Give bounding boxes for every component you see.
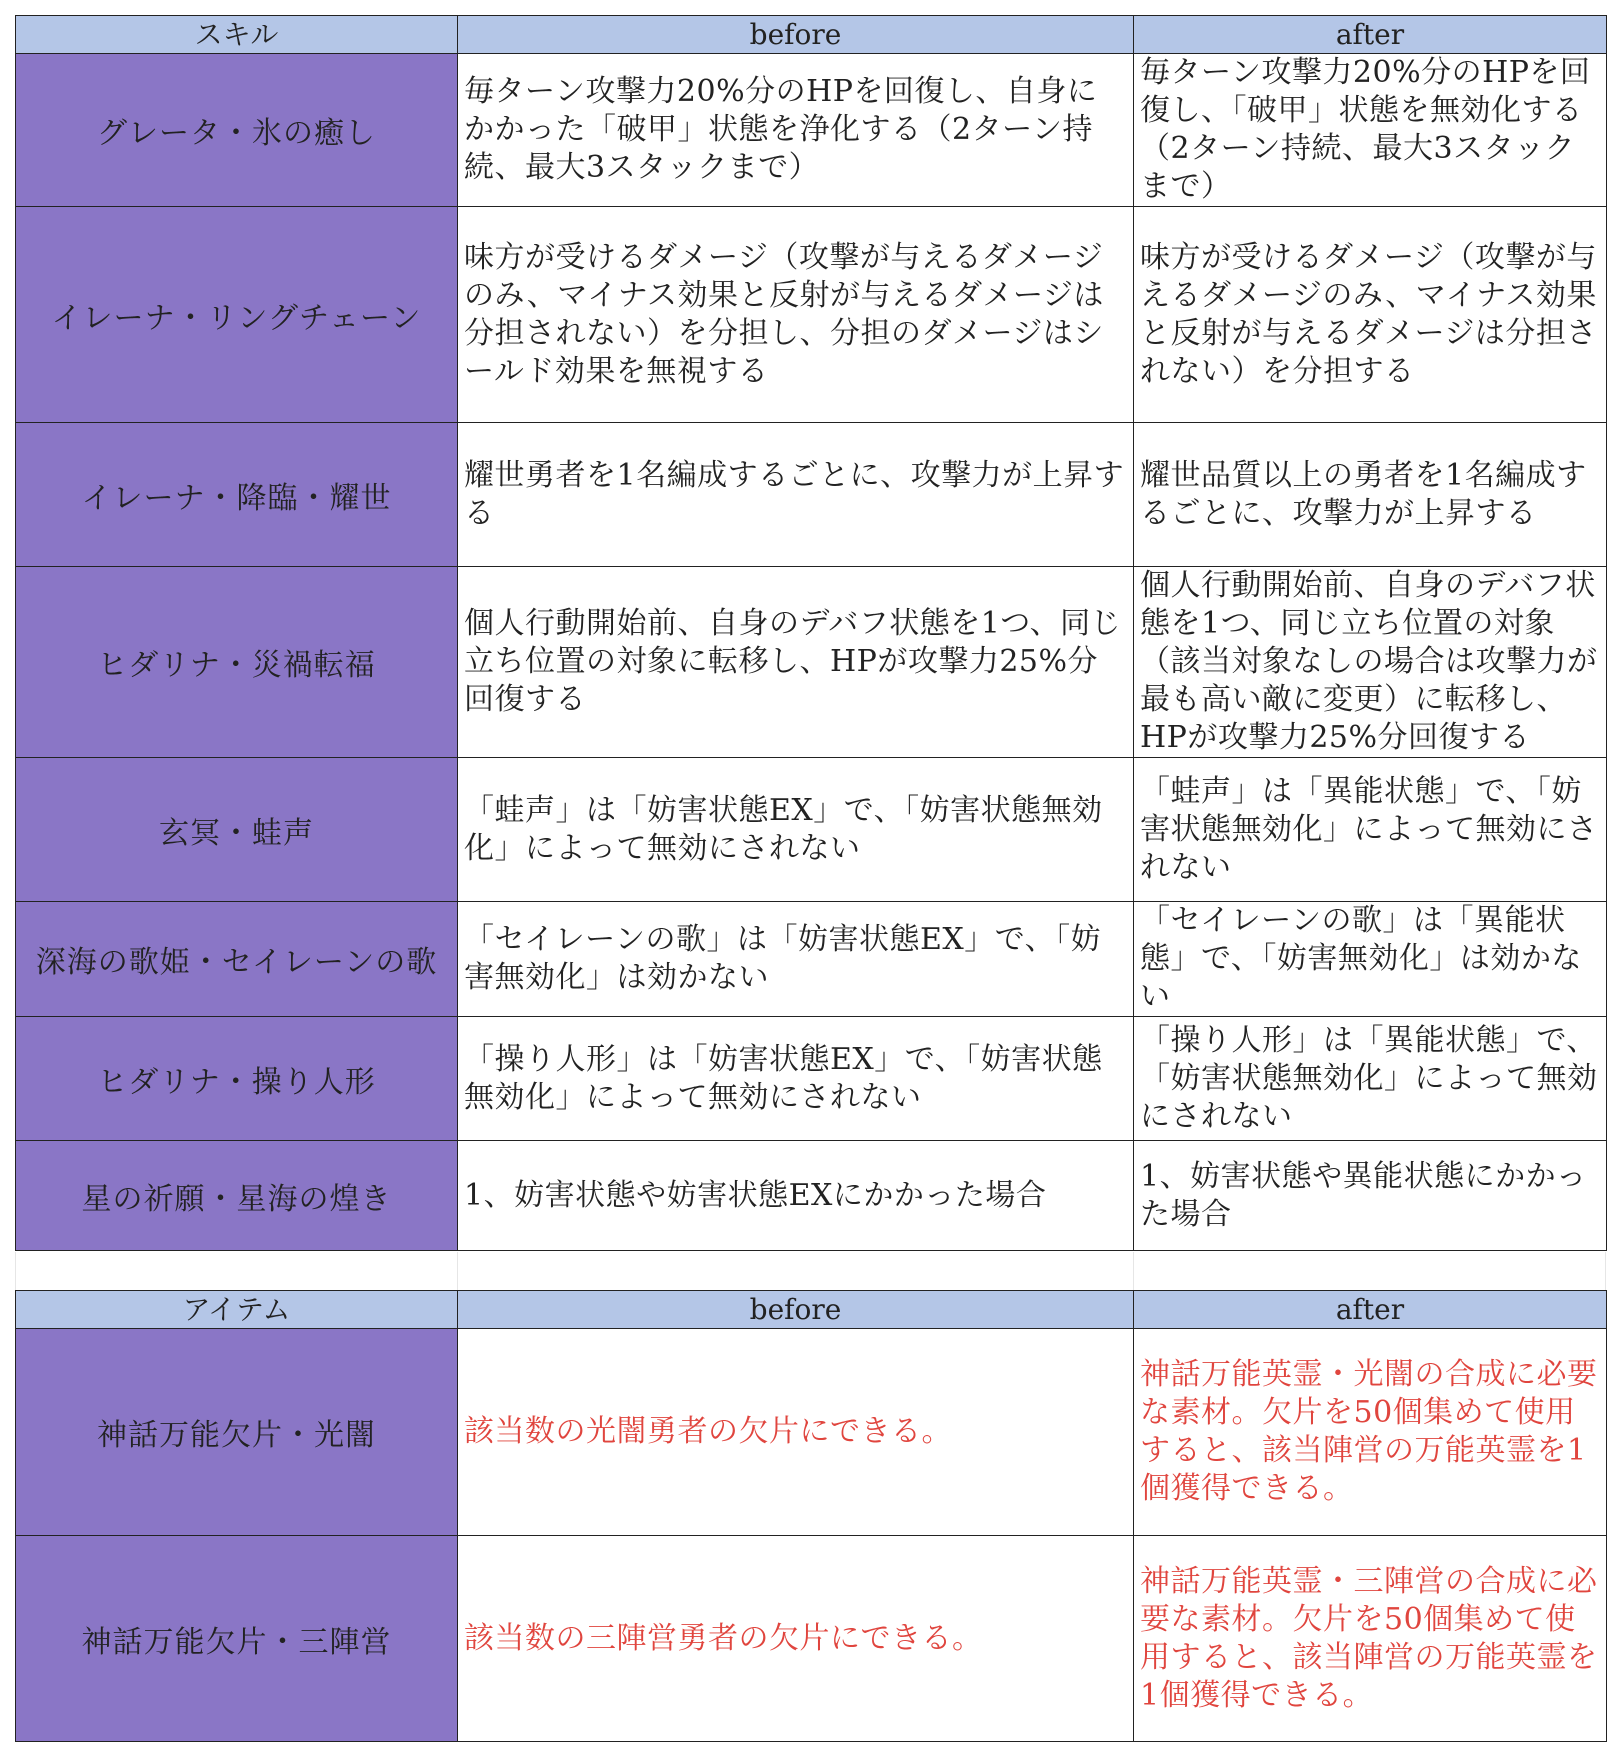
items-header-row [16,1291,1607,1329]
skills-header-after: after [1134,16,1607,54]
skill-before: 味方が受けるダメージ（攻撃が与えるダメージのみ、マイナス効果と反射が与えるダメージは分担されない）を分担し、分担のダメージはシールド効果を無視する [458,207,1134,423]
item-before: 該当数の三陣営勇者の欠片にできる。 [458,1536,1134,1742]
skill-before: 1、妨害状態や妨害状態EXにかかった場合 [458,1141,1134,1251]
table-row [16,1329,1607,1536]
skill-name: イレーナ・降臨・耀世 [16,423,458,567]
skill-after: 「操り人形」は「異能状態」で、「妨害状態無効化」によって無効にされない [1134,1017,1607,1141]
item-name: 神話万能欠片・光闇 [16,1329,458,1536]
table-row [16,423,1607,567]
item-after: 神話万能英霊・光闇の合成に必要な素材。欠片を50個集めて使用すると、該当陣営の万能英霊を1個獲得できる。 [1134,1329,1607,1536]
skills-header-before: before [458,16,1134,54]
skill-name: グレータ・氷の癒し [16,54,458,207]
skill-before: 「セイレーンの歌」は「妨害状態EX」で、「妨害無効化」は効かない [458,902,1134,1017]
table-row [16,567,1607,758]
table-row [16,207,1607,423]
skill-name: 玄冥・蛙声 [16,758,458,902]
item-before: 該当数の光闇勇者の欠片にできる。 [458,1329,1134,1536]
table-spacer [15,1252,1606,1290]
skills-header-skill: スキル [16,16,458,54]
skill-after: 1、妨害状態や異能状態にかかった場合 [1134,1141,1607,1251]
items-header-before: before [458,1291,1134,1329]
item-name: 神話万能欠片・三陣営 [16,1536,458,1742]
skills-table [15,15,1607,1251]
skill-name: 深海の歌姫・セイレーンの歌 [16,902,458,1017]
skill-before: 「蛙声」は「妨害状態EX」で、「妨害状態無効化」によって無効にされない [458,758,1134,902]
skill-after: 「セイレーンの歌」は「異能状態」で、「妨害無効化」は効かない [1134,902,1607,1017]
item-after: 神話万能英霊・三陣営の合成に必要な素材。欠片を50個集めて使用すると、該当陣営の万能英霊を1個獲得できる。 [1134,1536,1607,1742]
skill-before: 個人行動開始前、自身のデバフ状態を1つ、同じ立ち位置の対象に転移し、HPが攻撃力25%分回復する [458,567,1134,758]
items-header-after: after [1134,1291,1607,1329]
skills-header-row [16,16,1607,54]
skill-after: 毎ターン攻撃力20%分のHPを回復し、「破甲」状態を無効化する（2ターン持続、最大3スタックまで） [1134,54,1607,207]
table-row [16,1536,1607,1742]
skill-name: 星の祈願・星海の煌き [16,1141,458,1251]
skill-before: 耀世勇者を1名編成するごとに、攻撃力が上昇する [458,423,1134,567]
skill-after: 耀世品質以上の勇者を1名編成するごとに、攻撃力が上昇する [1134,423,1607,567]
skill-name: イレーナ・リングチェーン [16,207,458,423]
skill-before: 毎ターン攻撃力20%分のHPを回復し、自身にかかった「破甲」状態を浄化する（2ターン持続、最大3スタックまで） [458,54,1134,207]
table-row [16,1017,1607,1141]
skill-name: ヒダリナ・操り人形 [16,1017,458,1141]
skill-before: 「操り人形」は「妨害状態EX」で、「妨害状態無効化」によって無効にされない [458,1017,1134,1141]
items-header-item: アイテム [16,1291,458,1329]
table-row [16,902,1607,1017]
items-table [15,1290,1607,1742]
table-row [16,758,1607,902]
skill-after: 味方が受けるダメージ（攻撃が与えるダメージのみ、マイナス効果と反射が与えるダメージは分担されない）を分担する [1134,207,1607,423]
skill-after: 「蛙声」は「異能状態」で、「妨害状態無効化」によって無効にされない [1134,758,1607,902]
table-row [16,54,1607,207]
skill-after: 個人行動開始前、自身のデバフ状態を1つ、同じ立ち位置の対象（該当対象なしの場合は攻撃力が最も高い敵に変更）に転移し、HPが攻撃力25%分回復する [1134,567,1607,758]
table-row [16,1141,1607,1251]
skill-name: ヒダリナ・災禍転福 [16,567,458,758]
